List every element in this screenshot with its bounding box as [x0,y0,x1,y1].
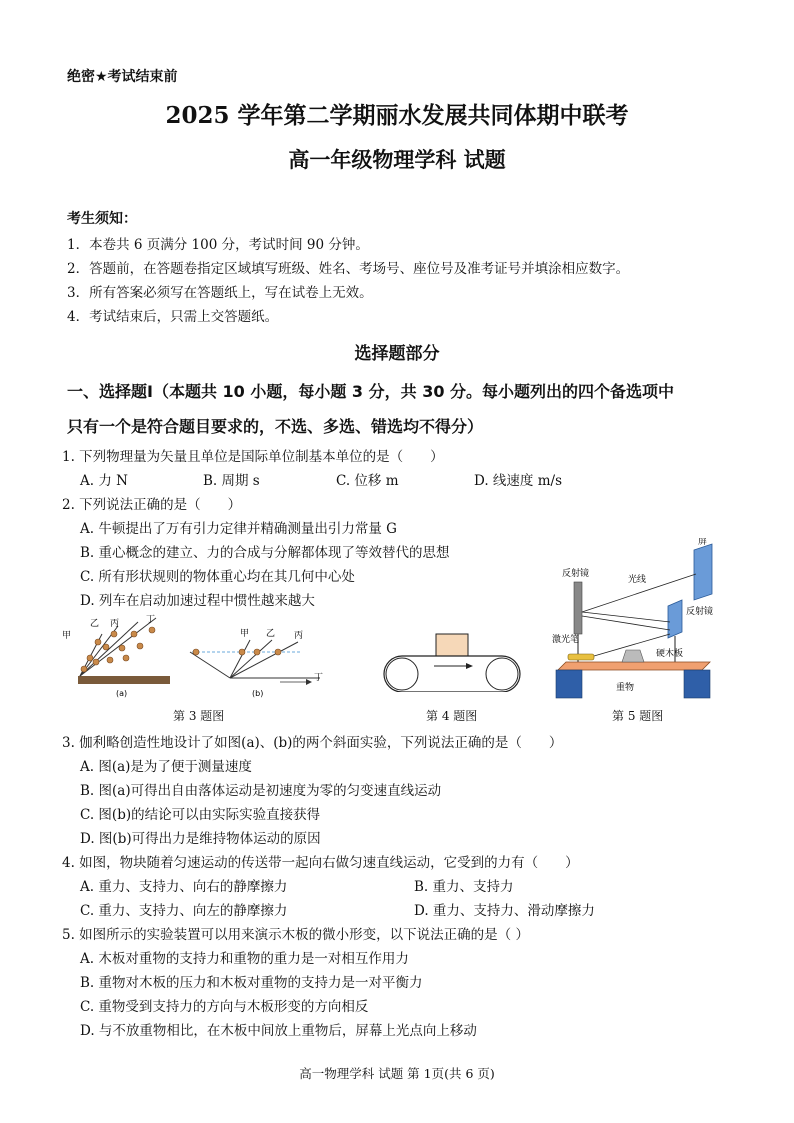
fig5-support-right [684,670,710,698]
fig3b-ball [239,649,245,655]
fig3b-label-yi: 乙 [266,629,276,639]
fig5-laser-pen [568,654,594,660]
fig5-label-mirror-right: 反射镜 [686,607,714,617]
fig5-label-laser: 激光笔 [552,635,580,645]
fig4-roller-left [386,658,418,690]
fig3a-ball [103,644,109,650]
fig5-label-light: 光线 [628,575,647,585]
q3-stem: 3. 伽利略创造性地设计了如图(a)、(b)的两个斜面实验，下列说法正确的是（ ） [62,735,563,751]
q4-stem: 4. 如图，物块随着匀速运动的传送带一起向右做匀速直线运动，它受到的力有（ ） [62,855,579,871]
fig4-conveyor-belt [384,656,520,692]
q3-option-d: D. 图(b)可得出力是维持物体运动的原因 [80,831,321,847]
fig3-label-jia: 甲 [62,631,72,641]
q3-option-a: A. 图(a)是为了便于测量速度 [80,759,252,775]
fig5-mirror-left [574,582,582,634]
page-footer: 高一物理学科 试题 第 1页(共 6 页) [299,1066,495,1081]
fig5-light-ray [582,612,670,622]
q4-option-c: C. 重力、支持力、向左的静摩擦力 [80,903,288,919]
q5-stem: 5. 如图所示的实验装置可以用来演示木板的微小形变，以下说法正确的是（ ） [62,927,529,943]
q4-option-d: D. 重力、支持力、滑动摩擦力 [414,903,595,919]
fig3a-ground [78,676,170,684]
figure-3 [60,612,330,702]
fig3a-ball [149,627,155,633]
q5-option-b: B. 重物对木板的压力和木板对重物的支持力是一对平衡力 [80,975,423,991]
fig5-label-weight: 重物 [616,683,635,693]
fig3b-ball [254,649,260,655]
fig3a-ball [111,631,117,637]
fig3-label-a: (a) [116,689,128,698]
fig3-label-ding: 丁 [146,615,156,625]
fig3b-arrowhead [306,679,312,685]
fig5-screen [694,544,712,600]
fig3b-label-jia: 甲 [240,629,250,639]
notice-item: 1．本卷共 6 页满分 100 分，考试时间 90 分钟。 [67,237,369,253]
fig3a-ball [87,655,93,661]
fig3a-ball [93,659,99,665]
fig3b-ball [193,649,199,655]
fig5-label-screen: 屏 [698,538,708,547]
fig4-roller-right [486,658,518,690]
q2-stem: 2. 下列说法正确的是（ ） [62,497,242,513]
fig3-caption: 第 3 题图 [173,709,225,723]
fig4-caption: 第 4 题图 [426,709,478,723]
fig4-block [436,634,468,656]
section-title: 选择题部分 [354,344,440,364]
q5-option-a: A. 木板对重物的支持力和重物的重力是一对相互作用力 [80,951,409,967]
fig5-support-left [556,670,582,698]
fig5-weight [622,650,644,662]
fig3a-ball [107,657,113,663]
q5-option-d: D. 与不放重物相比，在木板中间放上重物后，屏幕上光点向上移动 [80,1023,477,1039]
figure-5 [552,538,722,703]
fig3-label-yi: 乙 [90,619,100,629]
fig3a-ball [81,666,87,672]
fig3-label-b: (b) [252,689,264,698]
fig3a-ball [95,639,101,645]
fig3a-incline [80,622,138,676]
part-heading-line1: 一、选择题I（本题共 10 小题，每小题 3 分，共 30 分。每小题列出的四个备选项中 [67,382,675,401]
fig3b-label-bing: 丙 [294,631,304,641]
q5-option-c: C. 重物受到支持力的方向与木板形变的方向相反 [80,999,369,1015]
fig3-label-bing: 丙 [110,619,120,629]
fig3b-incline-left [190,652,230,678]
fig5-caption: 第 5 题图 [612,709,664,723]
notice-item: 3．所有答案必须写在答题纸上，写在试卷上无效。 [67,285,373,301]
fig5-mirror-right [668,600,682,638]
q2-option-a: A. 牛顿提出了万有引力定律并精确测量出引力常量 G [80,521,397,537]
exam-subtitle: 高一年级物理学科 试题 [288,147,506,172]
q1-option-d: D. 线速度 m/s [474,473,562,489]
notice-item: 2．答题前，在答题卷指定区域填写班级、姓名、考场号、座位号及准考证号并填涂相应数字。 [67,261,630,277]
q2-option-d: D. 列车在启动加速过程中惯性越来越大 [80,593,315,609]
q1-option-b: B. 周期 s [203,473,260,489]
fig5-label-mirror-left: 反射镜 [562,569,590,579]
fig3b-label-ding: 丁 [314,673,324,683]
fig3a-ball [119,645,125,651]
q1-option-a: A. 力 N [80,473,128,489]
fig4-motion-arrowhead [466,663,473,669]
exam-title: 2025 学年第二学期丽水发展共同体期中联考 [165,102,629,129]
fig3a-ball [123,655,129,661]
q4-option-b: B. 重力、支持力 [414,879,514,895]
fig5-label-board: 硬木板 [656,649,684,659]
fig5-light-ray [582,616,670,630]
q3-option-c: C. 图(b)的结论可以由实际实验直接获得 [80,807,321,823]
part-heading-line2: 只有一个是符合题目要求的，不选、多选、错选均不得分） [67,417,484,436]
confidential-label: 绝密★考试结束前 [67,69,178,85]
notice-item: 4．考试结束后，只需上交答题纸。 [67,309,279,325]
q4-option-a: A. 重力、支持力、向右的静摩擦力 [80,879,288,895]
fig3a-ball [131,631,137,637]
fig5-board [558,662,710,670]
figure-4 [372,630,532,692]
q1-option-c: C. 位移 m [336,473,399,489]
fig3b-ball [275,649,281,655]
q1-stem: 1. 下列物理量为矢量且单位是国际单位制基本单位的是（ ） [62,449,444,465]
q2-option-c: C. 所有形状规则的物体重心均在其几何中心处 [80,569,355,585]
q2-option-b: B. 重心概念的建立、力的合成与分解都体现了等效替代的思想 [80,545,450,561]
notice-heading: 考生须知： [67,211,137,227]
fig3a-ball [137,643,143,649]
q3-option-b: B. 图(a)可得出自由落体运动是初速度为零的匀变速直线运动 [80,783,442,799]
